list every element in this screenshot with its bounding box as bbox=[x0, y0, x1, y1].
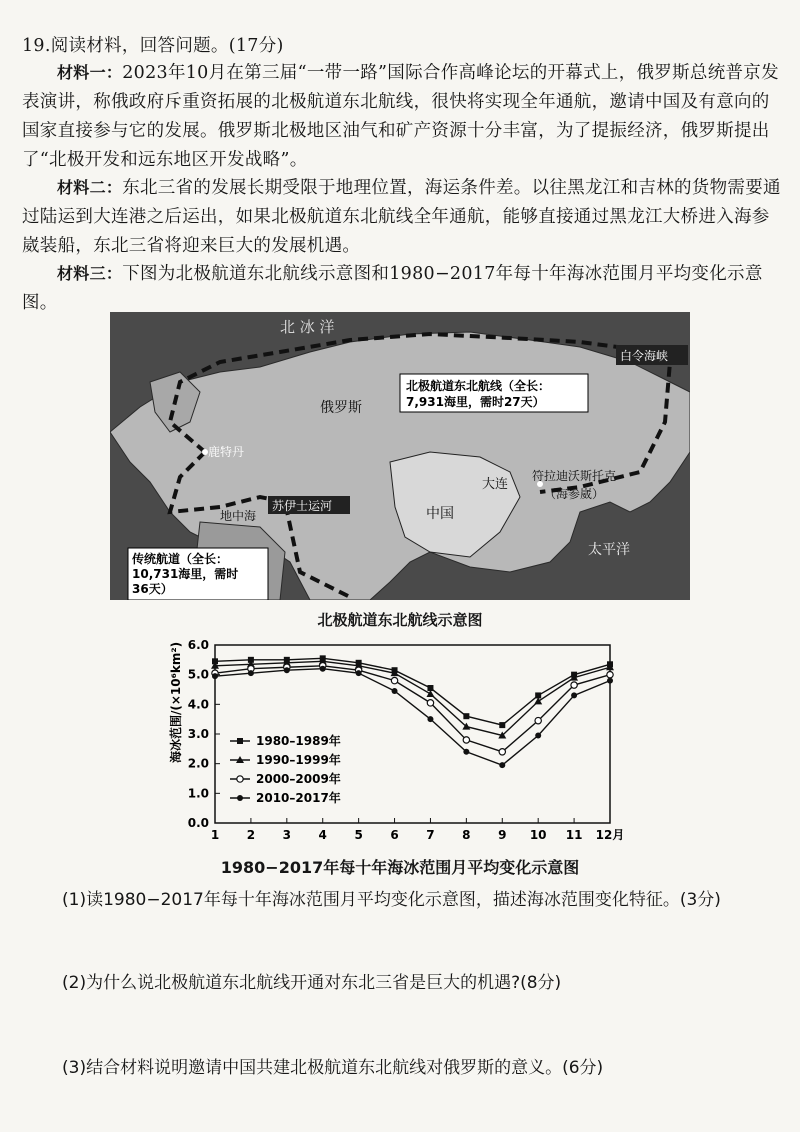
series-line bbox=[215, 661, 610, 735]
series-marker bbox=[571, 692, 577, 698]
series-marker bbox=[463, 737, 469, 743]
traditional-label-2: 10,731海里，需时 bbox=[132, 567, 239, 581]
legend-label: 2000–2009年 bbox=[256, 772, 341, 786]
y-tick-label: 5.0 bbox=[187, 667, 209, 682]
series-marker bbox=[535, 717, 541, 723]
material-1-text: 2023年10月在第三届“一带一路”国际合作高峰论坛的开幕式上，俄罗斯总统普京发表演讲，称俄政府斥重资拓展的北极航道东北航线，很快将实现全年通航，邀请中国及有意向的国家直接参与它的发展。俄罗斯北极地区油气和矿产资源十分丰富，为了提振经济，俄罗斯提出了“北极开发和远东地区开发战略”。 bbox=[22, 63, 779, 170]
suez-label: 苏伊士运河 bbox=[272, 499, 333, 513]
series-marker bbox=[499, 722, 505, 728]
traditional-label-3: 36天） bbox=[132, 582, 173, 596]
arctic-ocean-label: 北 冰 洋 bbox=[280, 318, 335, 336]
x-tick-label: 10 bbox=[529, 828, 547, 842]
pacific-label: 太平洋 bbox=[588, 542, 630, 558]
x-tick-label: 11 bbox=[565, 828, 583, 842]
x-tick-label: 12月 bbox=[595, 828, 625, 842]
x-tick-label: 8 bbox=[462, 828, 471, 842]
northeast-route-label: 北极航道东北航线（全长： bbox=[406, 379, 551, 393]
russia-label: 俄罗斯 bbox=[320, 400, 362, 416]
sub-question-1: (1)读1980−2017年每十年海冰范围月平均变化示意图，描述海冰范围变化特征。(3分) bbox=[62, 890, 721, 910]
x-tick-label: 7 bbox=[426, 828, 435, 842]
series-marker bbox=[427, 700, 433, 706]
material-3-text: 下图为北极航道东北航线示意图和1980−2017年每十年海冰范围月平均变化示意图。 bbox=[22, 264, 763, 313]
material-3-label: 材料三： bbox=[57, 264, 123, 283]
series-marker bbox=[607, 671, 613, 677]
series-marker bbox=[463, 713, 469, 719]
material-2-text: 东北三省的发展长期受限于地理位置，海运条件差。以往黑龙江和吉林的货物需要通过陆运到大连港之后运出，如果北极航道东北航线全年通航，能够直接通过黑龙江大桥进入海参崴装船，东北三省将迎来巨大的发展机遇。 bbox=[22, 178, 781, 256]
material-3 bbox=[22, 259, 782, 318]
y-tick-label: 0.0 bbox=[187, 816, 209, 830]
legend-label: 1980–1989年 bbox=[256, 734, 341, 748]
northeast-route-label-2: 7,931海里，需时27天） bbox=[406, 395, 545, 409]
series-marker bbox=[237, 738, 243, 744]
sub-question-3: (3)结合材料说明邀请中国共建北极航道东北航线对俄罗斯的意义。(6分) bbox=[62, 1058, 604, 1078]
x-tick-label: 5 bbox=[354, 828, 363, 842]
question-header: 19.阅读材料，回答问题。(17分) bbox=[22, 36, 284, 56]
vladivostok-label: 符拉迪沃斯托克 bbox=[532, 469, 617, 483]
series-marker bbox=[571, 682, 577, 688]
sub-question-2: (2)为什么说北极航道东北航线开通对东北三省是巨大的机遇?(8分) bbox=[62, 973, 562, 993]
y-axis-label: 海冰范围/(×10⁶km²) bbox=[169, 641, 183, 763]
series-marker bbox=[392, 688, 398, 694]
mediterranean-label: 地中海 bbox=[220, 509, 257, 523]
series-marker bbox=[356, 670, 362, 676]
series-marker bbox=[499, 762, 505, 768]
series-marker bbox=[212, 673, 218, 679]
series-marker bbox=[320, 666, 326, 672]
vladivostok-label-2: （海参崴） bbox=[544, 487, 605, 501]
y-tick-label: 2.0 bbox=[187, 756, 209, 771]
series-marker bbox=[237, 776, 243, 782]
series-marker bbox=[607, 678, 613, 684]
y-tick-label: 4.0 bbox=[187, 697, 209, 712]
material-2-label: 材料二： bbox=[57, 178, 123, 197]
material-1-label: 材料一： bbox=[57, 63, 123, 82]
series-marker bbox=[284, 667, 290, 673]
y-tick-label: 3.0 bbox=[187, 727, 209, 741]
y-tick-label: 1.0 bbox=[187, 786, 209, 801]
series-marker bbox=[499, 749, 505, 755]
legend-label: 1990–1999年 bbox=[256, 753, 341, 767]
x-tick-label: 1 bbox=[210, 828, 220, 842]
x-tick-label: 2 bbox=[246, 828, 256, 842]
y-tick-label: 6.0 bbox=[187, 638, 209, 652]
material-1 bbox=[22, 58, 782, 175]
series-marker bbox=[391, 677, 397, 683]
x-tick-label: 9 bbox=[498, 828, 507, 842]
x-tick-label: 6 bbox=[390, 828, 399, 842]
series-marker bbox=[427, 716, 433, 722]
series-marker bbox=[463, 749, 469, 755]
traditional-label-1: 传统航道（全长： bbox=[132, 552, 229, 566]
sea-ice-chart bbox=[160, 633, 660, 849]
bering-label: 白令海峡 bbox=[620, 349, 669, 363]
route-map bbox=[110, 312, 690, 600]
legend-label: 2010–2017年 bbox=[256, 791, 341, 805]
material-2 bbox=[22, 173, 782, 261]
china-label: 中国 bbox=[426, 506, 454, 522]
x-tick-label: 4 bbox=[318, 828, 327, 842]
x-tick-label: 3 bbox=[282, 828, 291, 842]
series-marker bbox=[535, 732, 541, 738]
chart-caption: 1980−2017年每十年海冰范围月平均变化示意图 bbox=[220, 858, 580, 877]
dalian-label: 大连 bbox=[482, 477, 509, 492]
map-caption: 北极航道东北航线示意图 bbox=[317, 611, 483, 629]
series-marker bbox=[248, 670, 254, 676]
rotterdam-label: 鹿特丹 bbox=[208, 445, 245, 459]
series-marker bbox=[237, 795, 243, 801]
